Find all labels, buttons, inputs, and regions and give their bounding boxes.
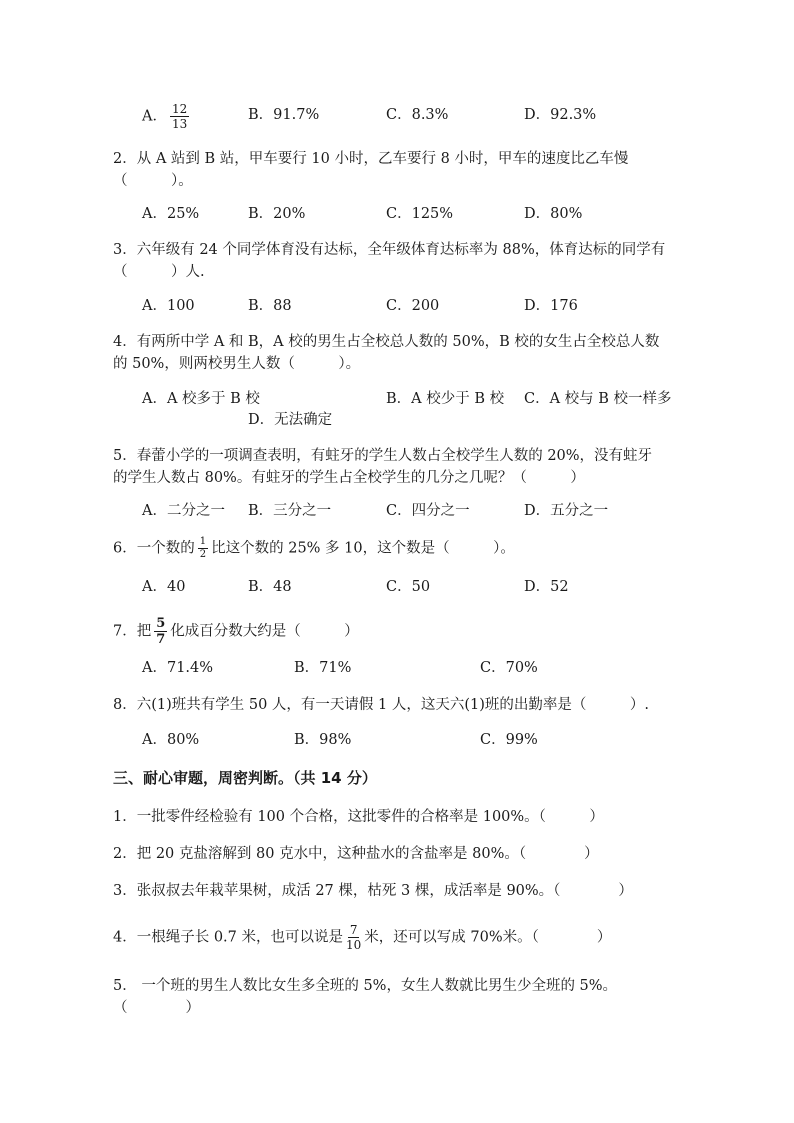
q7-question <box>113 617 359 646</box>
q5-question-cont: 的学生人数占 80%。有蛀牙的学生占全校学生的几分之几呢？（ ） <box>113 470 585 486</box>
q3-option-d: D．176 <box>524 298 578 314</box>
judge-item-1: 1．一批零件经检验有 100 个合格，这批零件的合格率是 100%。（ ） <box>113 809 604 825</box>
q3-blank: （ ）人. <box>113 264 205 280</box>
judge-item-3: 3．张叔叔去年栽苹果树，成活 27 棵，枯死 3 棵，成活率是 90%。（ ） <box>113 883 633 899</box>
q1-option-c: C．8.3% <box>386 107 449 123</box>
q6-option-b: B．48 <box>248 579 292 595</box>
q7-option-b: B．71% <box>294 660 352 676</box>
q2-option-b: B．20% <box>248 206 306 222</box>
fraction-denominator: 2 <box>199 549 207 560</box>
q7-option-c: C．70% <box>480 660 538 676</box>
q7-option-a: A．71.4% <box>142 660 214 676</box>
q5-option-c: C．四分之一 <box>386 503 470 519</box>
q8-option-b: B．98% <box>294 732 352 748</box>
q2-option-a: A．25% <box>142 206 200 222</box>
q1-option-b: B．91.7% <box>248 107 320 123</box>
q7-prefix: 7．把 <box>113 623 152 640</box>
section-title: 三、耐心审题，周密判断。（共 14 分） <box>113 769 377 787</box>
q4-question: 4．有两所中学 A 和 B，A 校的男生占全校总人数的 50%，B 校的女生占全校总人数 <box>113 334 660 350</box>
q6-option-c: C．50 <box>386 579 431 595</box>
judge-item-4-prefix: 4．一根绳子长 0.7 米，也可以说是 <box>113 929 344 946</box>
q4-option-b: B．A 校少于 B 校 <box>386 391 505 407</box>
q6-prefix: 6．一个数的 <box>113 540 195 557</box>
judge-item-4-suffix: 米，还可以写成 70%米。（ ） <box>364 929 612 946</box>
fraction-numerator: 1 <box>199 536 207 547</box>
q6-suffix: 比这个数的 25% 多 10，这个数是（ ）。 <box>211 540 515 557</box>
q2-option-d: D．80% <box>524 206 583 222</box>
fraction-numerator: 5 <box>156 616 166 631</box>
q6-option-a: A．40 <box>142 579 186 595</box>
q8-option-a: A．80% <box>142 732 200 748</box>
q4-option-c: C．A 校与 B 校一样多 <box>524 391 672 407</box>
fraction <box>198 537 208 560</box>
judge-item-5-blank: （ ） <box>113 1000 200 1016</box>
q1-option-a <box>142 103 192 130</box>
q6-question <box>113 537 515 560</box>
q3-option-b: B．88 <box>248 298 292 314</box>
q2-question: 2．从 A 站到 B 站，甲车要行 10 小时，乙车要行 8 小时，甲车的速度比乙车慢 <box>113 151 629 167</box>
judge-item-2: 2．把 20 克盐溶解到 80 克水中，这种盐水的含盐率是 80%。（ ） <box>113 846 599 862</box>
judge-item-5: 5． 一个班的男生人数比女生多全班的 5%，女生人数就比男生少全班的 5%。 <box>113 978 618 994</box>
fraction-numerator: 12 <box>171 102 188 116</box>
q1-option-a-label: A． <box>142 108 167 125</box>
q8-option-c: C．99% <box>480 732 538 748</box>
q5-option-d: D．五分之一 <box>524 503 609 519</box>
fraction-denominator: 10 <box>346 938 362 952</box>
q3-option-a: A．100 <box>142 298 195 314</box>
fraction-denominator: 13 <box>171 117 188 131</box>
fraction <box>170 103 189 130</box>
q5-question: 5．春蕾小学的一项调查表明，有蛀牙的学生人数占全校学生人数的 20%，没有蛀牙 <box>113 448 653 464</box>
q4-option-a: A．A 校多于 B 校 <box>142 391 260 407</box>
fraction <box>154 617 167 646</box>
q5-option-b: B．三分之一 <box>248 503 332 519</box>
fraction-numerator: 7 <box>349 923 358 937</box>
q2-blank: （ ）。 <box>113 173 193 189</box>
q6-option-d: D．52 <box>524 579 569 595</box>
fraction <box>346 924 361 951</box>
q2-option-c: C．125% <box>386 206 454 222</box>
fraction-denominator: 7 <box>156 632 166 647</box>
q8-question: 8．六(1)班共有学生 50 人，有一天请假 1 人，这天六(1)班的出勤率是（ ）. <box>113 697 650 713</box>
q7-suffix: 化成百分数大约是（ ） <box>170 623 359 640</box>
q3-option-c: C．200 <box>386 298 440 314</box>
q3-question: 3．六年级有 24 个同学体育没有达标，全年级体育达标率为 88%，体育达标的同学有 <box>113 242 666 258</box>
q5-option-a: A．二分之一 <box>142 503 225 519</box>
judge-item-4 <box>113 924 611 951</box>
q4-option-d: D．无法确定 <box>248 412 333 428</box>
q1-option-d: D．92.3% <box>524 107 597 123</box>
q4-question-cont: 的 50%，则两校男生人数（ ）。 <box>113 356 361 372</box>
